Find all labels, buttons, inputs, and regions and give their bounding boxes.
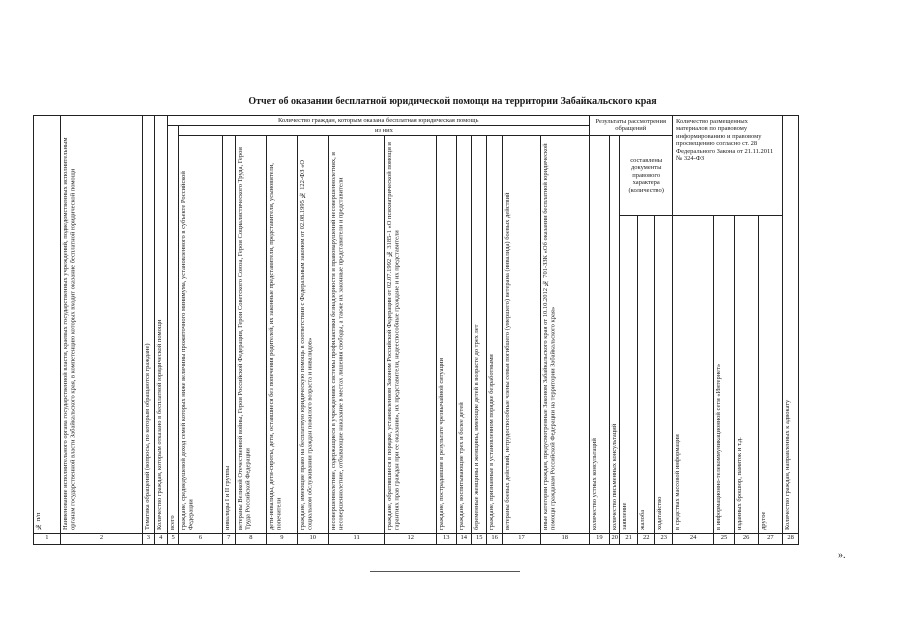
column-number: 13	[436, 534, 456, 545]
header-group-assisted: Количество граждан, которым оказана бесплатная юридическая помощь	[167, 116, 589, 126]
header-group-documents: составлены документы правового характера (количество)	[620, 136, 673, 216]
header-number: № п/п	[34, 116, 61, 534]
column-number: 3	[143, 534, 154, 545]
header-oral-consultations: количество устных консультаций	[589, 136, 610, 534]
header-low-income: граждане, среднедушевой доход семей которых ниже величины прожиточного минимума, установленного в субъекте Российской Федерации	[179, 136, 222, 534]
column-number: 2	[60, 534, 142, 545]
column-number-row	[34, 534, 799, 545]
column-number: 25	[714, 534, 735, 545]
column-number: 4	[154, 534, 167, 545]
header-minors: несовершеннолетние, содержащиеся в учреждениях системы профилактики безнадзорности и правонарушений несовершеннолетних, и несовершеннолетние, отбывающие наказание в местах лишения свободы, а также их законные представители и представители	[328, 136, 385, 534]
header-unemployed: граждане, признанные в установленном порядке безработными	[487, 136, 502, 534]
header-brochures: изданных брошюр, памяток и т.д.	[734, 216, 758, 534]
column-number: 15	[471, 534, 486, 545]
header-mass-media: в средствах массовой информации	[673, 216, 714, 534]
header-emergency: граждане, пострадавшие в результате чрезвычайной ситуации	[436, 136, 456, 534]
header-combat-veterans: ветераны боевых действий, нетрудоспособные члены семьи погибшего (умершего) ветерана (инвалида) боевых действий	[502, 136, 540, 534]
column-number: 5	[167, 534, 178, 545]
column-number: 10	[297, 534, 328, 545]
column-number: 11	[328, 534, 385, 545]
column-number: 8	[235, 534, 266, 545]
header-children: дети-инвалиды, дети-сироты, дети, оставшиеся без попечения родителей, их законные представители, представители, усыновители, попечители	[266, 136, 297, 534]
header-large-families: граждане, воспитывающие трех и более детей	[456, 136, 471, 534]
column-number: 21	[620, 534, 638, 545]
header-veterans: ветераны Великой Отечественной войны, Герои Российской Федерации, Герои Советского Союза, Герои Социалистического Труда, Герои Труда Российской Федерации	[235, 136, 266, 534]
report-table	[33, 115, 799, 545]
header-advocate: Количество граждан, направленных к адвокату	[783, 116, 799, 534]
column-number: 6	[179, 534, 222, 545]
header-topics: Тематика обращений (вопросы, по которым обращаются граждане)	[143, 116, 154, 534]
end-quote-mark: ».	[838, 550, 846, 561]
column-number: 16	[487, 534, 502, 545]
report-title: Отчет об оказании бесплатной юридической помощи на территории Забайкальского края	[248, 96, 657, 107]
column-number: 22	[637, 534, 655, 545]
header-group-results: Результаты рассмотрения обращений	[589, 116, 672, 136]
column-number: 26	[734, 534, 758, 545]
header-petition: ходатайство	[655, 216, 673, 534]
column-number: 24	[673, 534, 714, 545]
header-complaint: жалоба	[637, 216, 655, 534]
column-number: 12	[385, 534, 437, 545]
footer-divider	[370, 571, 520, 572]
header-refused: Количество граждан, которым отказано в бесплатной юридической помощи	[154, 116, 167, 534]
column-number: 23	[655, 534, 673, 545]
column-number: 27	[758, 534, 783, 545]
header-written-consultations: количество письменных консультаций	[610, 136, 620, 534]
column-number: 19	[589, 534, 610, 545]
column-number: 7	[222, 534, 235, 545]
header-group-of-them: из них	[179, 126, 589, 136]
header-psychiatric: граждане, обратившиеся в порядке, установленном Законом Российской Федерации от 02.07.1992 № 3185-1 «О психиатрической помощи и гарантиях прав граждан при ее оказании», их представители, недееспособные граждане и их представители	[385, 136, 437, 534]
header-elderly: граждане, имеющие право на бесплатную юридическую помощь в соответствии с Федеральным законом от 02.08.1995 № 122-ФЗ «О социальном обслуживании граждан пожилого возраста и инвалидов»	[297, 136, 328, 534]
column-number: 1	[34, 534, 61, 545]
header-other: другое	[758, 216, 783, 534]
header-internet: в информационно-телекоммуникационной сети «Интернет»	[714, 216, 735, 534]
column-number: 28	[783, 534, 799, 545]
column-number: 17	[502, 534, 540, 545]
header-pregnant: беременные женщины и женщины, имеющие детей в возрасте до трех лет	[471, 136, 486, 534]
header-group-materials: Количество размещенных материалов по правовому информированию и правовому просвещению согласно ст. 28 Федерального Закона от 21.11.2011 № 324-ФЗ	[673, 116, 783, 216]
header-organization: Наименование исполнительного органа государственной власти, краевых государственных учреждений, подведомственных исполнительным органам государственной власти Забайкальского края, в компетенцию которых входит оказание бесплатной юридической помощи	[60, 116, 142, 534]
header-disabled: инвалиды I и II группы	[222, 136, 235, 534]
column-number: 18	[541, 534, 590, 545]
column-number: 9	[266, 534, 297, 545]
header-statement: заявление	[620, 216, 638, 534]
column-number: 14	[456, 534, 471, 545]
header-total: всего	[167, 126, 178, 534]
column-number: 20	[610, 534, 620, 545]
header-other-categories: иные категории граждан, предусмотренные Законом Забайкальского края от 10.10.2012 № 701-ЗЗК «Об оказании бесплатной юридической помощи гражданам Российской Федерации на территории Забайкальского края»	[541, 136, 590, 534]
